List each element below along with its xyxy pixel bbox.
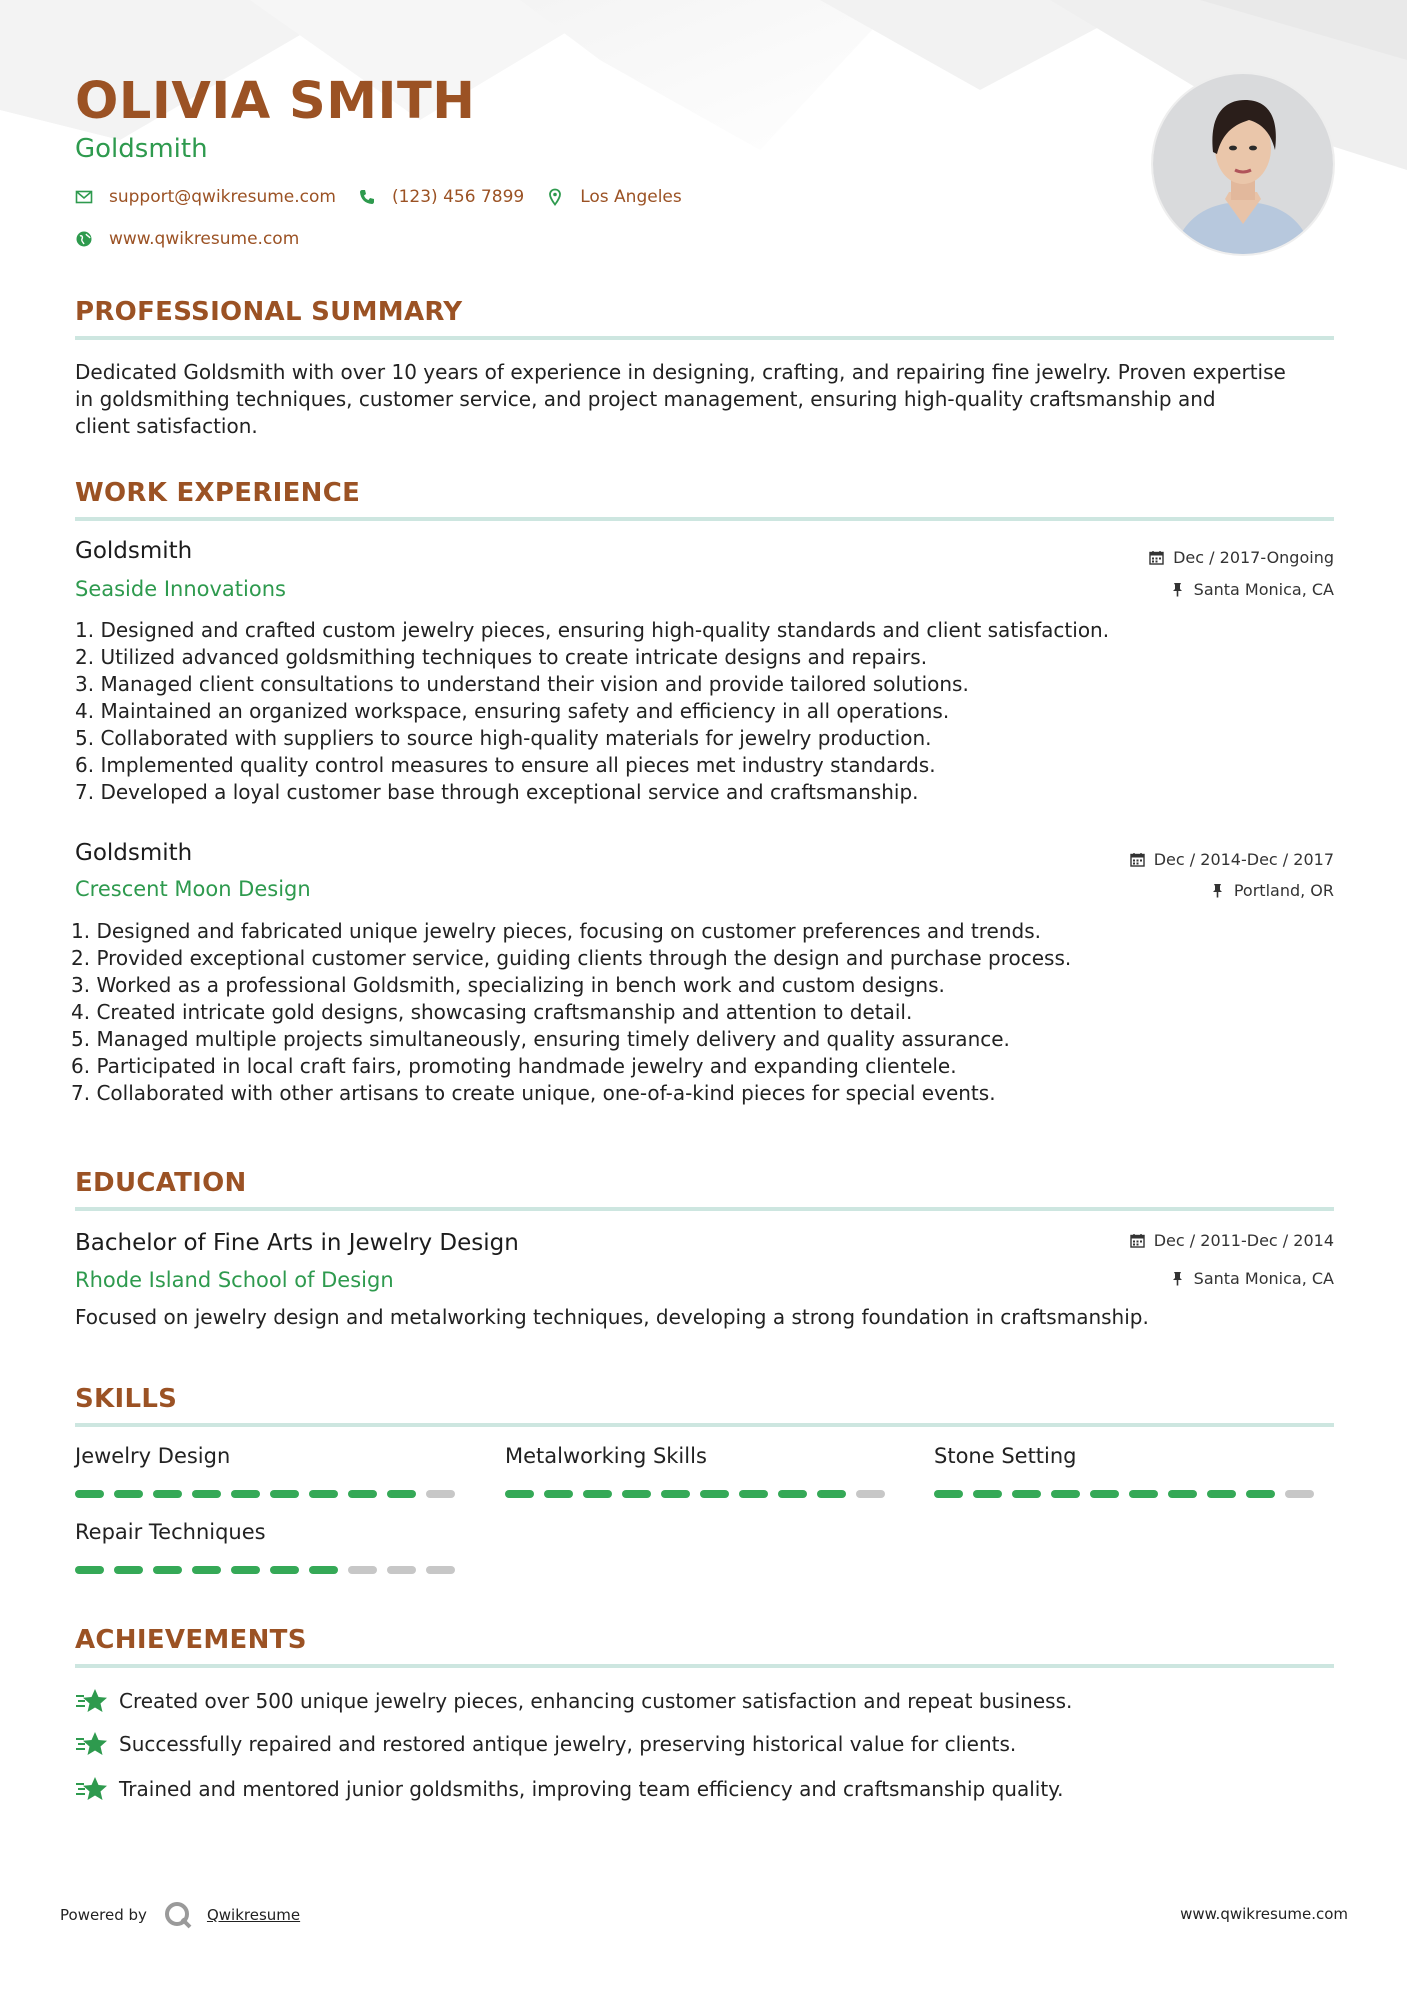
list-item: 4. Created intricate gold designs, showcasing craftsmanship and attention to detail. xyxy=(71,1000,913,1024)
avatar xyxy=(1153,74,1333,254)
achievements-heading: ACHIEVEMENTS xyxy=(75,1625,307,1655)
email-item[interactable] xyxy=(75,187,336,207)
job-title: Goldsmith xyxy=(75,840,193,866)
skill-name: Stone Setting xyxy=(934,1444,1077,1468)
pin-icon xyxy=(1170,1271,1185,1286)
job-location-text: Portland, OR xyxy=(1233,881,1334,900)
job-dates-text: Dec / 2017-Ongoing xyxy=(1173,548,1334,567)
education-dates-text: Dec / 2011-Dec / 2014 xyxy=(1153,1231,1334,1250)
location-item xyxy=(546,187,682,207)
skill-name: Repair Techniques xyxy=(75,1520,266,1544)
list-item: 6. Implemented quality control measures to ensure all pieces met industry standards. xyxy=(75,753,936,777)
list-item: 6. Participated in local craft fairs, promoting handmade jewelry and expanding clientele. xyxy=(71,1054,957,1078)
summary-line: in goldsmithing techniques, customer service, and project management, ensuring high-quality craftsmanship and xyxy=(75,387,1216,411)
achievement-item xyxy=(75,1686,1072,1716)
skill-segment-filled xyxy=(739,1490,768,1498)
skill-item xyxy=(934,1444,1314,1498)
skill-level-bar xyxy=(75,1490,455,1498)
skill-segment-filled xyxy=(622,1490,651,1498)
skill-segment-filled xyxy=(778,1490,807,1498)
skill-segment-filled xyxy=(583,1490,612,1498)
education-location-text: Santa Monica, CA xyxy=(1193,1269,1334,1288)
skill-segment-filled xyxy=(192,1490,221,1498)
skill-segment-filled xyxy=(1090,1490,1119,1498)
skill-segment-filled xyxy=(1051,1490,1080,1498)
skill-segment-filled xyxy=(1012,1490,1041,1498)
skill-segment-empty xyxy=(1285,1490,1314,1498)
summary-divider xyxy=(75,336,1334,340)
job-location-text: Santa Monica, CA xyxy=(1193,580,1334,599)
skill-segment-filled xyxy=(700,1490,729,1498)
skill-segment-filled xyxy=(817,1490,846,1498)
job-location xyxy=(1210,881,1334,900)
skill-name: Metalworking Skills xyxy=(505,1444,707,1468)
skill-level-bar xyxy=(75,1566,455,1574)
list-item: 1. Designed and crafted custom jewelry pieces, ensuring high-quality standards and client satisfaction. xyxy=(75,618,1110,642)
qwikresume-logo-icon xyxy=(163,1900,193,1930)
list-item: 7. Collaborated with other artisans to create unique, one-of-a-kind pieces for special events. xyxy=(71,1081,996,1105)
skill-segment-filled xyxy=(153,1490,182,1498)
skill-segment-filled xyxy=(75,1490,104,1498)
list-item: 4. Maintained an organized workspace, ensuring safety and efficiency in all operations. xyxy=(75,699,950,723)
degree-title: Bachelor of Fine Arts in Jewelry Design xyxy=(75,1230,519,1256)
skill-segment-filled xyxy=(387,1490,416,1498)
footer-website[interactable]: www.qwikresume.com xyxy=(1180,1905,1348,1923)
job-location xyxy=(1170,580,1334,599)
education-dates xyxy=(1130,1231,1334,1250)
skill-segment-empty xyxy=(348,1566,377,1574)
brand-link[interactable]: Qwikresume xyxy=(206,1906,301,1924)
skill-segment-filled xyxy=(1246,1490,1275,1498)
candidate-name: OLIVIA SMITH xyxy=(75,72,476,131)
phone-text[interactable]: (123) 456 7899 xyxy=(391,187,525,207)
summary-line: Dedicated Goldsmith with over 10 years of experience in designing, crafting, and repairing fine jewelry. Proven expertise xyxy=(75,360,1286,384)
skill-segment-filled xyxy=(231,1490,260,1498)
skill-segment-filled xyxy=(348,1490,377,1498)
candidate-role: Goldsmith xyxy=(75,134,208,164)
skill-segment-empty xyxy=(426,1490,455,1498)
skill-segment-filled xyxy=(1207,1490,1236,1498)
skill-segment-filled xyxy=(934,1490,963,1498)
achievement-item xyxy=(75,1774,1064,1804)
list-item: 1. Designed and fabricated unique jewelry pieces, focusing on customer preferences and trends. xyxy=(71,919,1041,943)
skill-item xyxy=(505,1444,885,1498)
skill-segment-filled xyxy=(309,1490,338,1498)
phone-icon xyxy=(358,188,376,206)
education-heading: EDUCATION xyxy=(75,1168,247,1198)
skill-item xyxy=(75,1520,455,1574)
job-bullets xyxy=(71,918,1330,1107)
skill-segment-filled xyxy=(973,1490,1002,1498)
job-company: Seaside Innovations xyxy=(75,577,286,601)
summary-heading: PROFESSIONAL SUMMARY xyxy=(75,297,463,327)
job-dates xyxy=(1149,548,1334,567)
list-item: 3. Worked as a professional Goldsmith, specializing in bench work and custom designs. xyxy=(71,973,945,997)
job-dates xyxy=(1130,850,1334,869)
skill-segment-empty xyxy=(426,1566,455,1574)
education-divider xyxy=(75,1207,1334,1211)
skill-segment-filled xyxy=(544,1490,573,1498)
summary-text xyxy=(75,359,1334,440)
skill-name: Jewelry Design xyxy=(75,1444,231,1468)
calendar-icon xyxy=(1130,1233,1145,1248)
skill-segment-empty xyxy=(387,1566,416,1574)
achievement-text: Successfully repaired and restored antique jewelry, preserving historical value for clients. xyxy=(119,1732,1017,1756)
job-title: Goldsmith xyxy=(75,538,193,564)
skill-segment-filled xyxy=(505,1490,534,1498)
job-company: Crescent Moon Design xyxy=(75,877,311,901)
job-bullets xyxy=(75,617,1334,806)
map-pin-icon xyxy=(546,188,564,206)
calendar-icon xyxy=(1149,550,1164,565)
skill-level-bar xyxy=(505,1490,885,1498)
envelope-icon xyxy=(75,188,93,206)
skill-level-bar xyxy=(934,1490,1314,1498)
education-location xyxy=(1170,1269,1334,1288)
star-icon xyxy=(75,1774,109,1804)
skill-segment-filled xyxy=(309,1566,338,1574)
portrait-image xyxy=(1153,74,1333,254)
list-item: 5. Managed multiple projects simultaneously, ensuring timely delivery and quality assurance. xyxy=(71,1027,1010,1051)
email-text[interactable]: support@qwikresume.com xyxy=(109,187,336,207)
website-text[interactable]: www.qwikresume.com xyxy=(109,229,300,249)
skill-item xyxy=(75,1444,455,1498)
skills-divider xyxy=(75,1423,1334,1427)
footer-powered-by xyxy=(60,1900,300,1930)
calendar-icon xyxy=(1130,852,1145,867)
location-text: Los Angeles xyxy=(580,187,682,207)
skill-segment-filled xyxy=(661,1490,690,1498)
skill-segment-filled xyxy=(192,1566,221,1574)
contact-row xyxy=(75,187,704,207)
skill-segment-filled xyxy=(114,1490,143,1498)
skill-segment-filled xyxy=(75,1566,104,1574)
list-item: 3. Managed client consultations to understand their vision and provide tailored solutions. xyxy=(75,672,969,696)
summary-line: client satisfaction. xyxy=(75,414,258,438)
skill-segment-filled xyxy=(231,1566,260,1574)
achievement-item xyxy=(75,1729,1016,1759)
job-dates-text: Dec / 2014-Dec / 2017 xyxy=(1153,850,1334,869)
list-item: 5. Collaborated with suppliers to source high-quality materials for jewelry production. xyxy=(75,726,932,750)
skill-segment-filled xyxy=(270,1566,299,1574)
skill-segment-filled xyxy=(1168,1490,1197,1498)
skill-segment-filled xyxy=(270,1490,299,1498)
experience-heading: WORK EXPERIENCE xyxy=(75,478,361,508)
skill-segment-filled xyxy=(1129,1490,1158,1498)
skills-heading: SKILLS xyxy=(75,1384,178,1414)
achievements-divider xyxy=(75,1664,1334,1668)
list-item: 2. Utilized advanced goldsmithing techniques to create intricate designs and repairs. xyxy=(75,645,928,669)
website-item[interactable] xyxy=(75,229,299,249)
experience-divider xyxy=(75,517,1334,521)
star-icon xyxy=(75,1729,109,1759)
website-row xyxy=(75,229,321,249)
pin-icon xyxy=(1210,883,1225,898)
list-item: 7. Developed a loyal customer base through exceptional service and craftsmanship. xyxy=(75,780,919,804)
pin-icon xyxy=(1170,582,1185,597)
phone-item[interactable] xyxy=(358,187,524,207)
globe-icon xyxy=(75,230,93,248)
achievement-text: Created over 500 unique jewelry pieces, enhancing customer satisfaction and repeat business. xyxy=(119,1689,1073,1713)
list-item: 2. Provided exceptional customer service, guiding clients through the design and purchase process. xyxy=(71,946,1072,970)
powered-by-label: Powered by xyxy=(60,1906,147,1924)
skill-segment-empty xyxy=(856,1490,885,1498)
skill-segment-filled xyxy=(153,1566,182,1574)
achievement-text: Trained and mentored junior goldsmiths, improving team efficiency and craftsmanship quality. xyxy=(119,1777,1064,1801)
star-icon xyxy=(75,1686,109,1716)
skill-segment-filled xyxy=(114,1566,143,1574)
school-name: Rhode Island School of Design xyxy=(75,1268,394,1292)
education-description: Focused on jewelry design and metalworking techniques, developing a strong foundation in craftsmanship. xyxy=(75,1305,1149,1329)
